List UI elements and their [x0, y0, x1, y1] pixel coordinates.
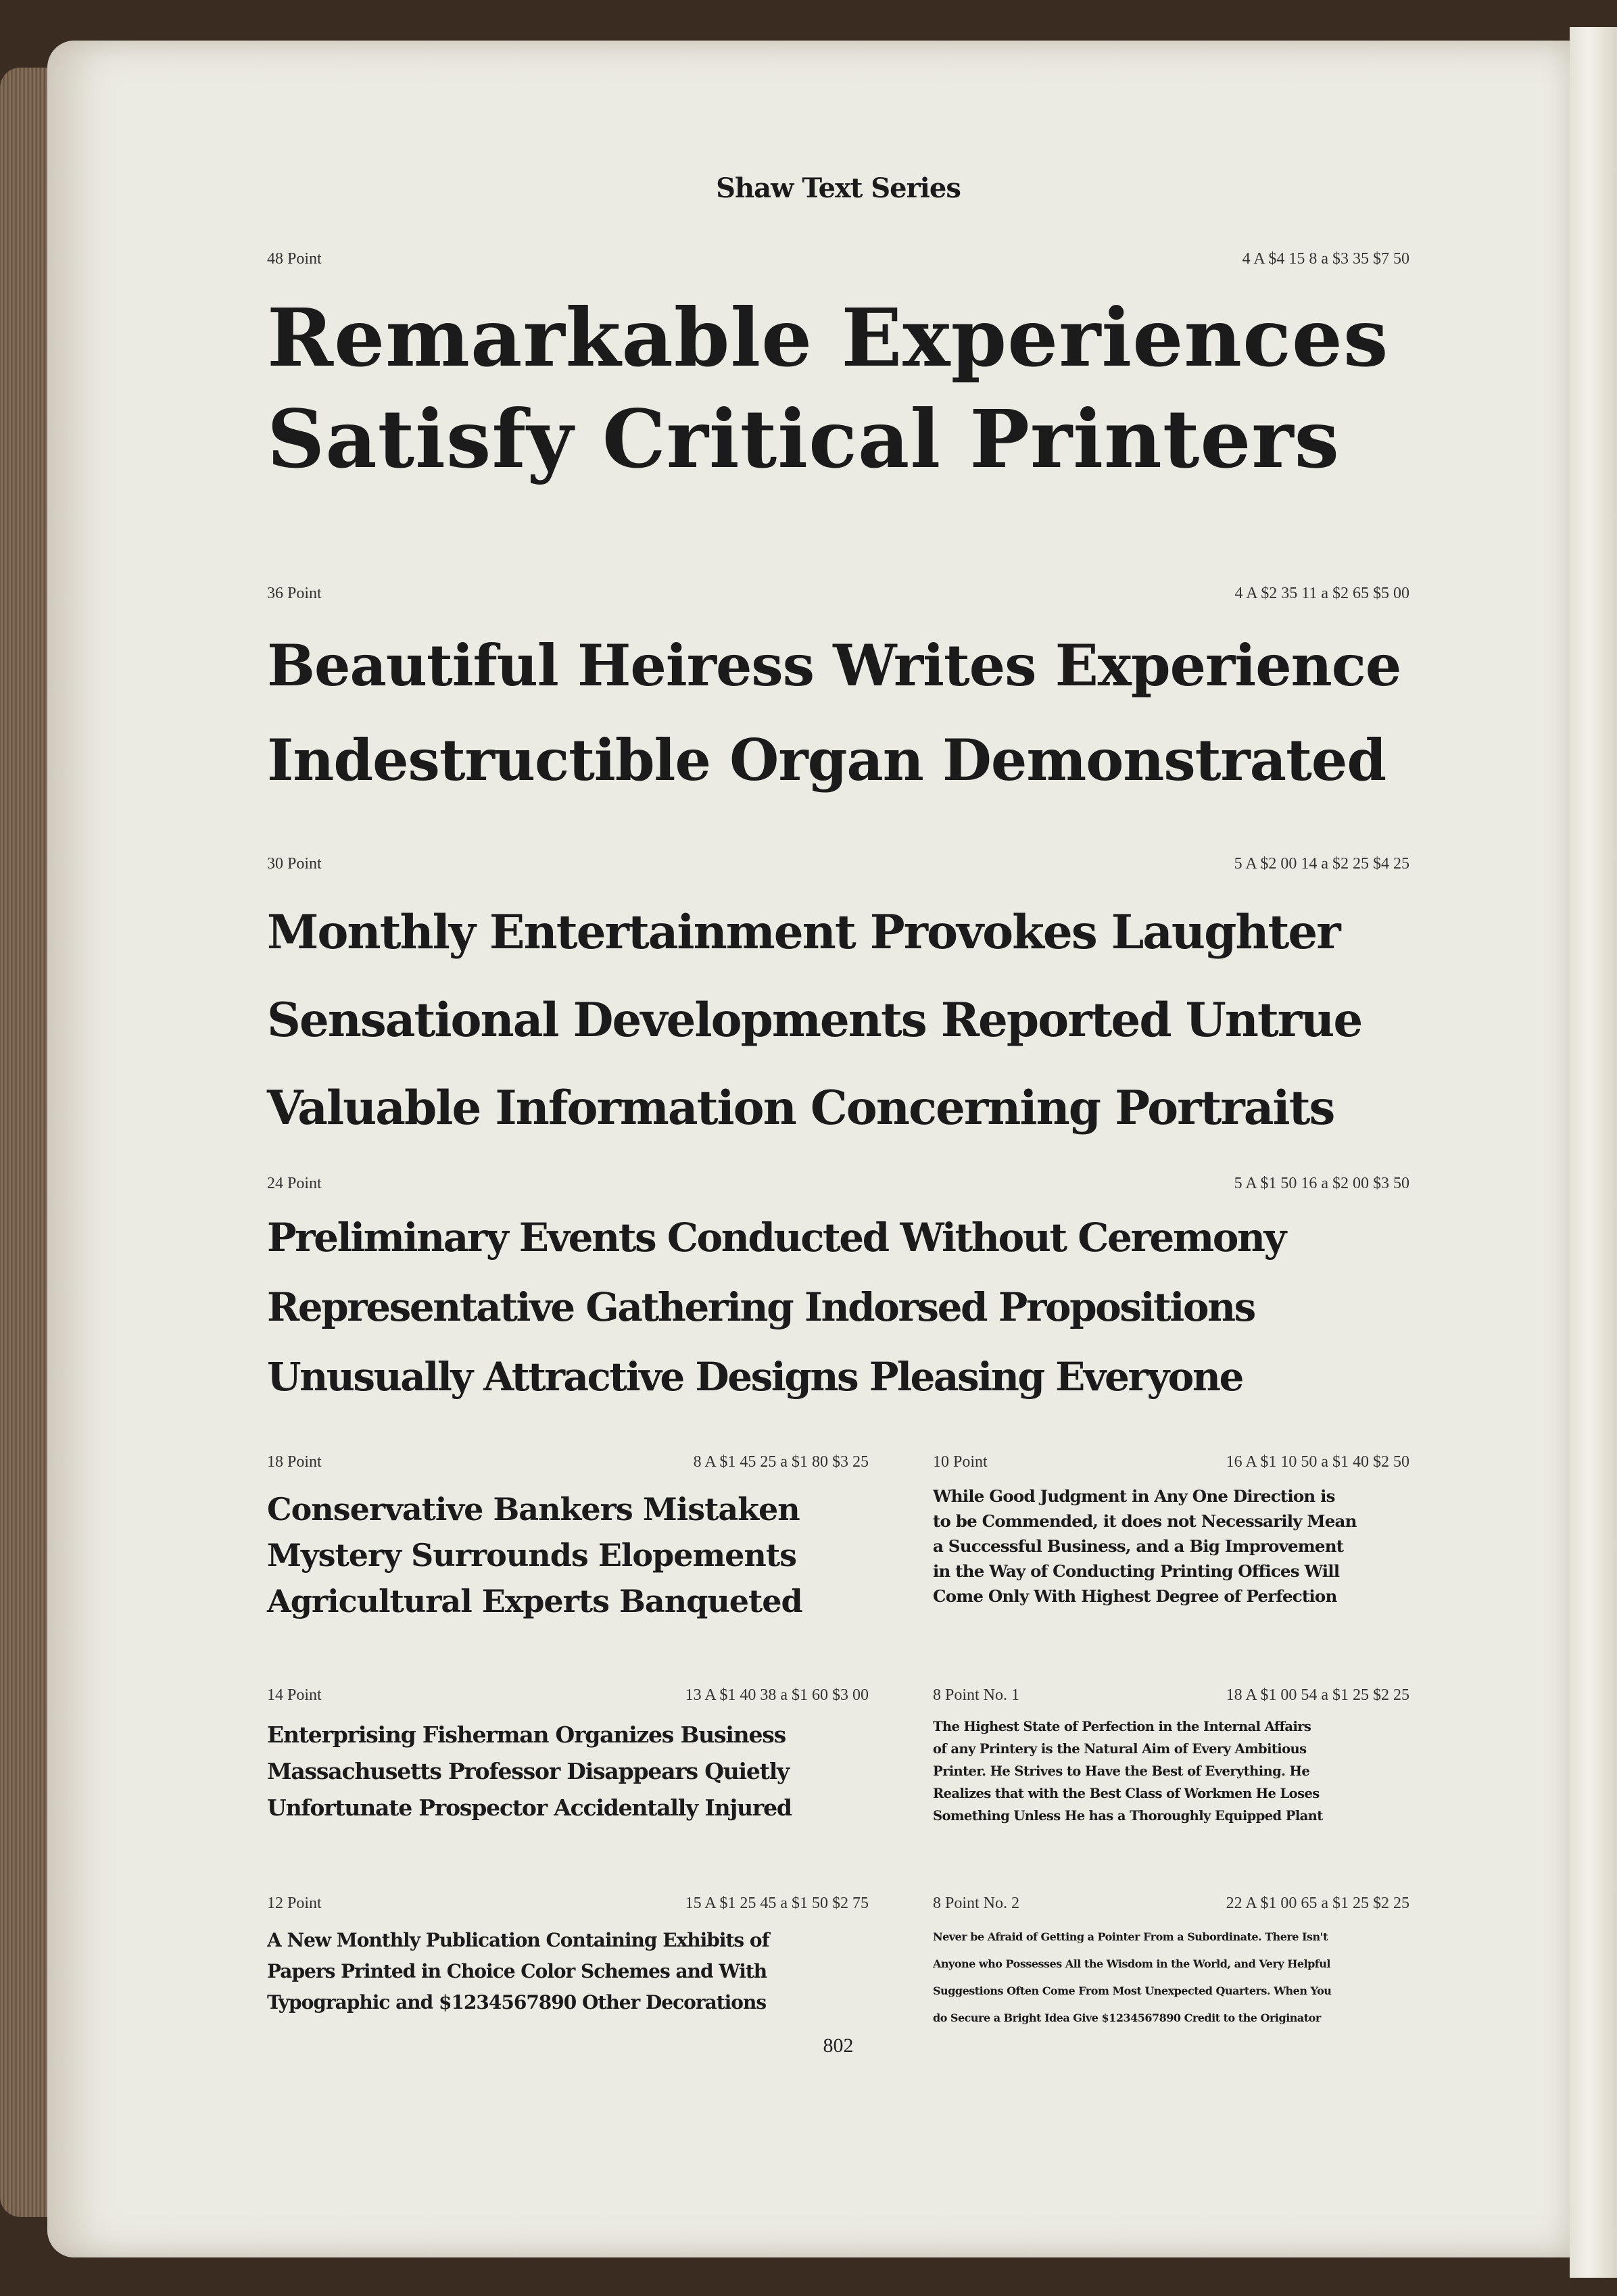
spec-14-sample	[267, 1717, 869, 1826]
spec-8-no1-meta	[933, 1686, 1409, 1705]
sample-line: Indestructible Organ Demonstrated	[267, 727, 1386, 793]
size-label: 30 Point	[267, 855, 322, 873]
size-label: 48 Point	[267, 250, 322, 268]
sample-line: Anyone who Possesses All the Wisdom in the World, and Very Helpful	[933, 1957, 1330, 1970]
spec-48-meta	[267, 250, 1409, 268]
sample-line: Typographic and $1234567890 Other Decorations	[267, 1991, 767, 2013]
price-label: 5 A $1 50 16 a $2 00 $3 50	[1234, 1175, 1409, 1192]
page-number: 802	[823, 2034, 854, 2057]
spec-8-no2-sample	[933, 1924, 1409, 2032]
sample-line: Something Unless He has a Thoroughly Equipped Plant	[933, 1808, 1323, 1824]
price-label: 5 A $2 00 14 a $2 25 $4 25	[1234, 855, 1409, 873]
spec-14-meta	[267, 1686, 869, 1705]
price-label: 15 A $1 25 45 a $1 50 $2 75	[685, 1895, 869, 1912]
spec-36-sample	[267, 618, 1409, 808]
spec-18-sample	[267, 1486, 869, 1624]
sample-line: Satisfy Critical Printers	[267, 392, 1341, 486]
sample-line: Papers Printed in Choice Color Schemes and With	[267, 1960, 767, 1982]
sample-line: Sensational Developments Reported Untrue	[267, 993, 1362, 1048]
sample-line: Printer. He Strives to Have the Best of Everything. He	[933, 1763, 1310, 1779]
sample-line: Representative Gathering Indorsed Propositions	[267, 1284, 1255, 1330]
size-label: 14 Point	[267, 1686, 322, 1704]
price-label: 18 A $1 00 54 a $1 25 $2 25	[1226, 1686, 1409, 1704]
spec-12-sample	[267, 1925, 869, 2018]
spec-36-meta	[267, 585, 1409, 603]
spec-18-meta	[267, 1453, 869, 1471]
sample-line: in the Way of Conducting Printing Offices Will	[933, 1561, 1340, 1581]
sample-line: a Successful Business, and a Big Improvement	[933, 1536, 1344, 1556]
sample-line: to be Commended, it does not Necessarily Mean	[933, 1511, 1357, 1531]
price-label: 13 A $1 40 38 a $1 60 $3 00	[685, 1686, 869, 1704]
sample-line: Conservative Bankers Mistaken	[267, 1491, 800, 1528]
spec-8-no1	[933, 1686, 1409, 1827]
sample-line: Suggestions Often Come From Most Unexpected Quarters. When You	[933, 1984, 1332, 1997]
price-label: 8 A $1 45 25 a $1 80 $3 25	[693, 1453, 869, 1471]
sample-line: Enterprising Fisherman Organizes Business	[267, 1721, 786, 1748]
spec-24-meta	[267, 1175, 1409, 1193]
size-label: 24 Point	[267, 1175, 322, 1192]
spec-30-meta	[267, 855, 1409, 873]
sample-line: Valuable Information Concerning Portraits	[267, 1081, 1334, 1135]
sample-line: do Secure a Bright Idea Give $1234567890 Credit to the Originator	[933, 2011, 1321, 2024]
sample-line: Agricultural Experts Banqueted	[267, 1583, 802, 1619]
sample-line: Massachusetts Professor Disappears Quietly	[267, 1758, 790, 1784]
spec-30-sample	[267, 889, 1409, 1152]
spec-8-no1-sample	[933, 1715, 1409, 1827]
spec-48-sample	[267, 287, 1409, 490]
size-label: 10 Point	[933, 1453, 988, 1471]
sample-line: Remarkable Experiences	[267, 291, 1389, 385]
next-page-edge	[1570, 27, 1617, 2278]
sample-line: Preliminary Events Conducted Without Ceremony	[267, 1215, 1285, 1261]
spec-24-sample	[267, 1203, 1409, 1412]
sample-line: A New Monthly Publication Containing Exhibits of	[267, 1929, 769, 1951]
size-label: 18 Point	[267, 1453, 322, 1471]
sample-line: Unfortunate Prospector Accidentally Injured	[267, 1794, 792, 1821]
spec-14	[267, 1686, 869, 1826]
size-label: 36 Point	[267, 585, 322, 602]
sample-line: Never be Afraid of Getting a Pointer From a Subordinate. There Isn't	[933, 1930, 1328, 1943]
price-label: 4 A $2 35 11 a $2 65 $5 00	[1234, 585, 1409, 602]
sample-line: The Highest State of Perfection in the Internal Affairs	[933, 1719, 1311, 1734]
price-label: 22 A $1 00 65 a $1 25 $2 25	[1226, 1895, 1409, 1912]
spec-18	[267, 1453, 869, 1624]
spec-10-meta	[933, 1453, 1409, 1471]
sample-line: Mystery Surrounds Elopements	[267, 1537, 796, 1573]
sample-line: Beautiful Heiress Writes Experience	[267, 632, 1401, 699]
spec-8-no2-meta	[933, 1895, 1409, 1913]
size-label: 8 Point No. 2	[933, 1895, 1020, 1912]
spec-12	[267, 1895, 869, 2018]
price-label: 4 A $4 15 8 a $3 35 $7 50	[1242, 250, 1409, 268]
sample-line: Realizes that with the Best Class of Workmen He Loses	[933, 1786, 1320, 1801]
price-label: 16 A $1 10 50 a $1 40 $2 50	[1226, 1453, 1409, 1471]
sample-line: Come Only With Highest Degree of Perfection	[933, 1586, 1337, 1606]
size-label: 8 Point No. 1	[933, 1686, 1020, 1704]
sample-line: While Good Judgment in Any One Direction is	[933, 1486, 1335, 1506]
sample-line: Unusually Attractive Designs Pleasing Everyone	[267, 1354, 1242, 1400]
sample-line: of any Printery is the Natural Aim of Every Ambitious	[933, 1741, 1307, 1757]
sample-line: Monthly Entertainment Provokes Laughter	[267, 905, 1340, 960]
spec-8-no2	[933, 1895, 1409, 2032]
spec-10-sample	[933, 1484, 1409, 1609]
series-title: Shaw Text Series	[716, 172, 961, 204]
size-label: 12 Point	[267, 1895, 322, 1912]
spec-12-meta	[267, 1895, 869, 1913]
spec-10	[933, 1453, 1409, 1609]
